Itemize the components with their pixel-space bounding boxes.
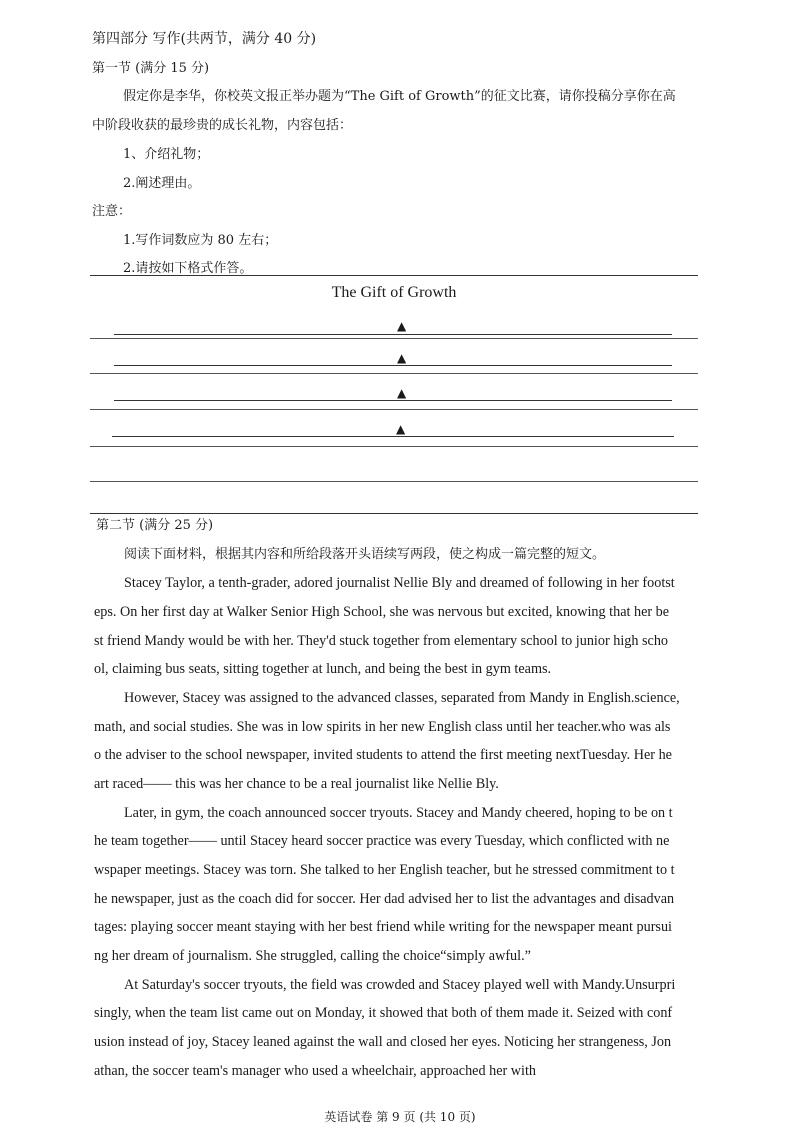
part4-heading: 第四部分 写作(共两节，满分 40 分) — [92, 31, 317, 47]
passage-line: athan, the soccer team's manager who used a wheelchair, approached her with — [94, 1063, 537, 1079]
writing-line — [114, 400, 672, 401]
box-divider — [90, 373, 698, 374]
passage-line: ng her dream of journalism. She struggled, calling the choice“simply awful.” — [94, 948, 531, 964]
passage-line: However, Stacey was assigned to the advanced classes, separated from Mandy in English.science, — [124, 690, 680, 706]
section1-heading: 第一节 (满分 15 分) — [92, 61, 210, 76]
section1-note-label: 注意： — [92, 204, 132, 219]
section1-prompt-line2: 中阶段收获的最珍贵的成长礼物，内容包括： — [92, 118, 353, 133]
passage-line: tages: playing soccer meant staying with her best friend while writing for the newspaper meant pursui — [94, 919, 672, 935]
passage-line: At Saturday's soccer tryouts, the field was crowded and Stacey played well with Mandy.Unsurpri — [124, 977, 676, 993]
passage-line: wspaper meetings. Stacey was torn. She talked to her English teacher, but he stressed commitment to t — [94, 862, 675, 878]
passage-line: Later, in gym, the coach announced soccer tryouts. Stacey and Mandy cheered, hoping to be on t — [124, 805, 673, 821]
writing-line — [112, 436, 674, 437]
passage-line: he team together—— until Stacey heard soccer practice was every Tuesday, which conflicted with ne — [94, 833, 670, 849]
box-divider — [90, 446, 698, 447]
section2-heading: 第二节 (满分 25 分) — [96, 518, 214, 533]
section2-instruction: 阅读下面材料，根据其内容和所给段落开头语续写两段，使之构成一篇完整的短文。 — [124, 547, 606, 562]
page-footer: 英语试卷 第 9 页 (共 10 页) — [324, 1110, 476, 1124]
triangle-marker-icon: ▲ — [397, 351, 407, 365]
passage-line: o the adviser to the school newspaper, invited students to attend the first meeting nextTuesday. Her he — [94, 747, 672, 763]
box-divider — [90, 409, 698, 410]
passage-line: he newspaper, just as the coach did for soccer. Her dad advised her to list the advantages and disadvan — [94, 891, 675, 907]
essay-box-title: The Gift of Growth — [331, 284, 457, 301]
writing-line — [114, 365, 672, 366]
section1-note1: 1.写作词数应为 80 左右； — [123, 233, 278, 248]
passage-line: math, and social studies. She was in low spirits in her new English class until her teacher.who was als — [94, 719, 671, 735]
passage-line: usion instead of joy, Stacey leaned against the wall and closed her eyes. Noticing her strangeness, Jon — [94, 1034, 672, 1050]
section1-note2: 2.请按如下格式作答。 — [123, 261, 253, 276]
box-divider — [90, 481, 698, 482]
passage-line: eps. On her first day at Walker Senior High School, she was nervous but excited, knowing that her be — [94, 604, 670, 620]
passage-line: ol, claiming bus seats, sitting together at lunch, and being the best in gym teams. — [94, 661, 552, 677]
passage-line: Stacey Taylor, a tenth-grader, adored journalist Nellie Bly and dreamed of following in her footst — [124, 575, 675, 591]
essay-answer-box — [90, 275, 698, 514]
triangle-marker-icon: ▲ — [397, 319, 407, 333]
triangle-marker-icon: ▲ — [396, 422, 406, 436]
section1-prompt-line1: 假定你是李华，你校英文报正举办题为“The Gift of Growth”的征文比赛，请你投稿分享你在高 — [123, 89, 676, 104]
passage-line: st friend Mandy would be with her. They'd stuck together from elementary school to junior high scho — [94, 633, 669, 649]
passage-line: art raced—— this was her chance to be a real journalist like Nellie Bly. — [94, 776, 499, 792]
section1-item1: 1、介绍礼物； — [123, 147, 210, 162]
triangle-marker-icon: ▲ — [397, 386, 407, 400]
passage-line: singly, when the team list came out on Monday, it showed that both of them made it. Seized with conf — [94, 1005, 673, 1021]
section1-item2: 2.阐述理由。 — [123, 176, 201, 191]
writing-line — [114, 334, 672, 335]
box-divider — [90, 338, 698, 339]
